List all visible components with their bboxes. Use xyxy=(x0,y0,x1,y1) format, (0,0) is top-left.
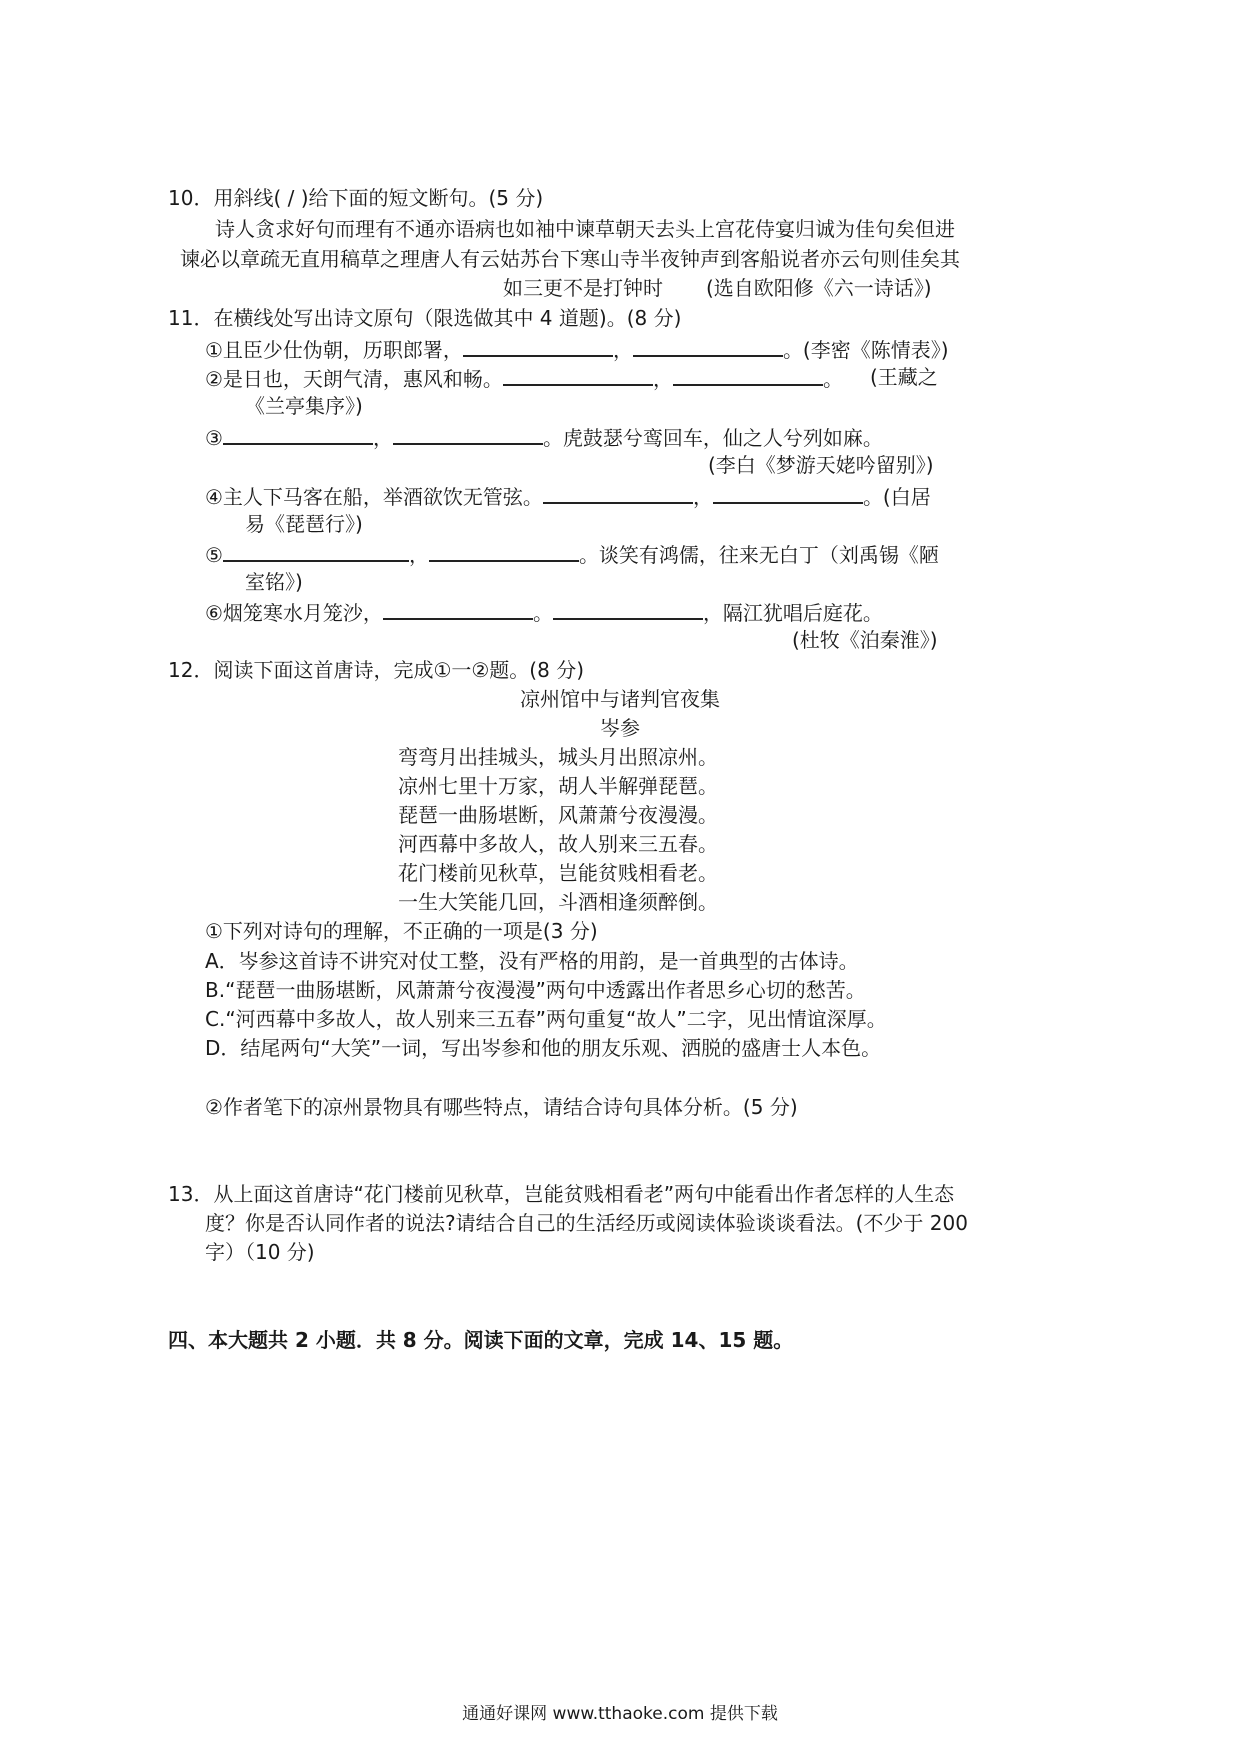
q11-item-4 xyxy=(205,482,931,510)
q11-item-5-work: 室铭》) xyxy=(245,570,303,594)
q12-sub-1: ①下列对诗句的理解，不正确的一项是(3 分) xyxy=(205,919,598,943)
answer-blank[interactable] xyxy=(223,540,409,562)
option-a: A．岑参这首诗不讲究对仗工整，没有严格的用韵，是一首典型的古体诗。 xyxy=(205,949,859,973)
poem-line: 凉州七里十万家，胡人半解弹琵琶。 xyxy=(398,774,718,798)
answer-blank[interactable] xyxy=(223,423,373,445)
q11-item-4-suffix: 。(白居 xyxy=(862,485,931,509)
q10-passage-line-2: 谏必以章疏无直用稿草之理唐人有云姑苏台下寒山寺半夜钟声到客船说者亦云句则佳矣其 xyxy=(180,247,960,271)
q11-item-1-prefix: ①且臣少仕伪朝，历职郎署， xyxy=(205,338,463,362)
answer-blank[interactable] xyxy=(553,598,703,620)
q11-item-2-prefix: ②是日也，天朗气清，惠风和畅。 xyxy=(205,367,503,391)
comma: ， xyxy=(652,367,673,391)
q11-item-2 xyxy=(205,364,843,392)
answer-blank[interactable] xyxy=(393,423,543,445)
q13-line-1: 13．从上面这首唐诗“花门楼前见秋草，岂能贫贱相看老”两句中能看出作者怎样的人生态 xyxy=(168,1182,955,1206)
option-d: D．结尾两句“大笑”一词，写出岑参和他的朋友乐观、洒脱的盛唐士人本色。 xyxy=(205,1036,882,1060)
poem-line: 弯弯月出挂城头，城头月出照凉州。 xyxy=(398,745,718,769)
poem-line: 河西幕中多故人，故人别来三五春。 xyxy=(398,832,718,856)
q11-item-6-prefix: ⑥烟笼寒水月笼沙， xyxy=(205,601,383,625)
q11-title: 11．在横线处写出诗文原句（限选做其中 4 道题)。(8 分) xyxy=(168,306,682,330)
answer-blank[interactable] xyxy=(713,482,863,504)
q11-item-5 xyxy=(205,540,939,568)
q11-item-4-prefix: ④主人下马客在船，举酒欲饮无管弦。 xyxy=(205,485,543,509)
q10-title: 10．用斜线( / )给下面的短文断句。(5 分) xyxy=(168,186,544,210)
answer-blank[interactable] xyxy=(673,364,823,386)
q11-item-2-author: (王藏之 xyxy=(870,365,938,389)
q11-item-1-suffix: 。(李密《陈情表》) xyxy=(782,338,949,362)
poem-line: 花门楼前见秋草，岂能贫贱相看老。 xyxy=(398,861,718,885)
page-footer: 通通好课网 www.tthaoke.com 提供下载 xyxy=(462,1704,778,1724)
poem-line: 一生大笑能几回，斗酒相逢须醉倒。 xyxy=(398,890,718,914)
q10-passage-line-3: 如三更不是打钟时 xyxy=(503,276,663,300)
comma: ， xyxy=(612,338,633,362)
period: 。 xyxy=(822,367,843,391)
q12-sub-2: ②作者笔下的凉州景物具有哪些特点，请结合诗句具体分析。(5 分) xyxy=(205,1095,798,1119)
poem-author: 岑参 xyxy=(600,716,640,740)
poem-title: 凉州馆中与诸判官夜集 xyxy=(520,687,720,711)
answer-blank[interactable] xyxy=(383,598,533,620)
q11-item-5-suffix: 。谈笑有鸿儒，往来无白丁（刘禹锡《陋 xyxy=(578,543,939,567)
answer-blank[interactable] xyxy=(543,482,693,504)
option-b: B.“琵琶一曲肠堪断，风萧萧兮夜漫漫”两句中透露出作者思乡心切的愁苦。 xyxy=(205,978,866,1002)
q11-item-3-prefix: ③ xyxy=(205,426,223,450)
q11-item-2-work: 《兰亭集序》) xyxy=(245,394,363,418)
answer-blank[interactable] xyxy=(503,364,653,386)
section-4-heading: 四、本大题共 2 小题．共 8 分。阅读下面的文章，完成 14、15 题。 xyxy=(168,1328,794,1352)
poem-line: 琵琶一曲肠堪断，风萧萧兮夜漫漫。 xyxy=(398,803,718,827)
q12-title: 12．阅读下面这首唐诗，完成①一②题。(8 分) xyxy=(168,658,584,682)
q11-item-4-work: 易《琵琶行》) xyxy=(245,512,363,536)
comma: ， xyxy=(372,426,393,450)
q11-item-1 xyxy=(205,335,949,363)
q10-source: (选自欧阳修《六一诗话》) xyxy=(706,276,932,300)
option-c: C.“河西幕中多故人，故人别来三五春”两句重复“故人”二字，见出情谊深厚。 xyxy=(205,1007,887,1031)
q11-item-3-source: (李白《梦游天姥吟留别》) xyxy=(708,453,934,477)
comma: ， xyxy=(408,543,429,567)
q11-item-6 xyxy=(205,598,883,626)
comma: ， xyxy=(692,485,713,509)
q11-item-6-source: (杜牧《泊秦淮》) xyxy=(792,628,938,652)
answer-blank[interactable] xyxy=(429,540,579,562)
q11-item-6-suffix: ，隔江犹唱后庭花。 xyxy=(702,601,883,625)
q13-line-3: 字）（10 分) xyxy=(205,1240,315,1264)
q10-passage-line-1: 诗人贪求好句而理有不通亦语病也如袖中谏草朝天去头上宫花侍宴归诚为佳句矣但进 xyxy=(215,217,955,241)
q11-item-3-suffix: 。虎鼓瑟兮鸾回车，仙之人兮列如麻。 xyxy=(542,426,883,450)
answer-blank[interactable] xyxy=(463,335,613,357)
period: 。 xyxy=(532,601,553,625)
q13-line-2: 度？你是否认同作者的说法?请结合自己的生活经历或阅读体验谈谈看法。(不少于 200 xyxy=(205,1211,968,1235)
q11-item-3 xyxy=(205,423,883,451)
q11-item-5-prefix: ⑤ xyxy=(205,543,223,567)
answer-blank[interactable] xyxy=(633,335,783,357)
